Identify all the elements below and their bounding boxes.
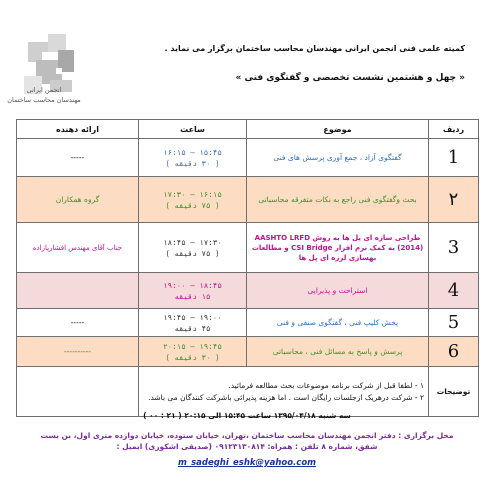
row-topic: استراحت و پذیرایی xyxy=(247,273,429,309)
row-number: 6 xyxy=(429,337,479,367)
note-item: ۲ - شرکت درهریک ازجلسات رایگان است . اما هزینه پذیرائی باشرکت کنندگان می باشد. xyxy=(148,392,424,402)
row-presenter: ---------- xyxy=(17,337,139,367)
table-row xyxy=(17,337,479,367)
row-presenter: ----- xyxy=(17,309,139,337)
table-row xyxy=(17,177,479,223)
event-address xyxy=(16,430,478,452)
row-time-range: ۱۷:۳۰ – ۱۸:۴۵ xyxy=(163,237,222,247)
address-line2: شفق، شماره ۸ تلفن : همراه: ۰۹۱۲۳۱۳۰۸۱۴ (صدیقی اشکوری) ایمیل : xyxy=(116,442,378,451)
row-duration: ( ۷۵ دقیقه ) xyxy=(165,248,220,258)
header-presenter: ارائه دهنده xyxy=(17,120,139,139)
table-header xyxy=(17,120,479,139)
row-number: ۲ xyxy=(429,177,479,223)
table-row xyxy=(17,273,479,309)
row-time xyxy=(139,223,247,273)
row-time-range: ۱۶:۱۵ – ۱۷:۳۰ xyxy=(163,189,222,199)
row-number: 4 xyxy=(429,273,479,309)
row-topic: بحث وگفتگوی فنی راجع به نکات متفرقه محاسباتی xyxy=(247,177,429,223)
logo-line1: انجمن ایرانی xyxy=(26,86,62,94)
intro-text: کمیته علمی فنی انجمن ایرانی مهندسان محاسب ساختمان برگزار می نماید . xyxy=(164,44,465,53)
event-date: سه شنبه ۱۳۹۵/۰۴/۱۸ ساعت ۱۵:۴۵ الی ۲۰:۱۵ ( ۲۱ : ۰۰ ) xyxy=(143,411,351,420)
row-time xyxy=(139,273,247,309)
contact-email-link[interactable]: m_sadeghi_eshk@yahoo.com xyxy=(177,458,317,468)
row-presenter: جناب آقای مهندس افشارپازاده xyxy=(17,223,139,273)
notes-cell xyxy=(139,367,429,417)
row-presenter xyxy=(17,273,139,309)
row-duration: ( ۳۰ دقیقه ) xyxy=(165,352,220,362)
row-time-range: ۱۹:۰۰ – ۱۹:۴۵ xyxy=(163,312,222,322)
notes-label: توضیحات xyxy=(429,367,479,417)
header-topic: موضوع xyxy=(247,120,429,139)
table-row xyxy=(17,223,479,273)
table-row xyxy=(17,139,479,177)
logo-line2: مهندسان محاسب ساختمان xyxy=(7,96,81,104)
row-duration: ( ۷۵ دقیقه ) xyxy=(165,200,220,210)
row-time xyxy=(139,177,247,223)
row-time-range: ۱۸:۴۵ – ۱۹:۰۰ xyxy=(163,280,222,290)
row-number: 5 xyxy=(429,309,479,337)
notes-empty-cell xyxy=(17,367,139,417)
row-duration: ۱۵ دقیقه xyxy=(174,291,211,301)
header-row: ردیف xyxy=(429,120,479,139)
row-time xyxy=(139,337,247,367)
address-line1: محل برگزاری : دفتر انجمن مهندسان محاسب ساختمان ،تهران، خیابان ستوده، خیابان دوازده متری اول، بن بست xyxy=(40,431,454,440)
row-topic: گفتگوی آزاد ، جمع آوری پرسش های فنی xyxy=(247,139,429,177)
program-table xyxy=(16,119,479,417)
row-time-range: ۱۵:۴۵ – ۱۶:۱۵ xyxy=(163,147,222,157)
row-duration: ( ۳۰ دقیقه ) xyxy=(165,158,220,168)
row-topic: پرسش و پاسخ به مسائل فنی ، محاسباتی xyxy=(247,337,429,367)
row-time-range: ۱۹:۴۵ – ۲۰:۱۵ xyxy=(163,341,222,351)
row-time xyxy=(139,139,247,177)
header-time: ساعت xyxy=(139,120,247,139)
row-presenter: گروه همکاران xyxy=(17,177,139,223)
event-heading: « چهل و هشتمین نشست تخصصی و گفتگوی فنی » xyxy=(235,73,465,83)
row-presenter: ----- xyxy=(17,139,139,177)
row-number: 3 xyxy=(429,223,479,273)
row-time xyxy=(139,309,247,337)
row-number: 1 xyxy=(429,139,479,177)
row-topic: طراحی سازه ای پل ها به روش AASHTO LRFD (2014) به کمک نرم افزار CSI Bridge و مطالعات بهسازی لرزه ای پل ها xyxy=(247,223,429,273)
notes-row xyxy=(17,367,479,417)
table-row xyxy=(17,309,479,337)
row-topic: پخش کلیپ فنی ، گفتگوی صنفی و فنی xyxy=(247,309,429,337)
note-item: ۱ - لطفا قبل از شرکت برنامه موضوعات بحث مطالعه فرمائید. xyxy=(228,380,424,390)
row-duration: ۴۵ دقیقه xyxy=(174,323,211,333)
